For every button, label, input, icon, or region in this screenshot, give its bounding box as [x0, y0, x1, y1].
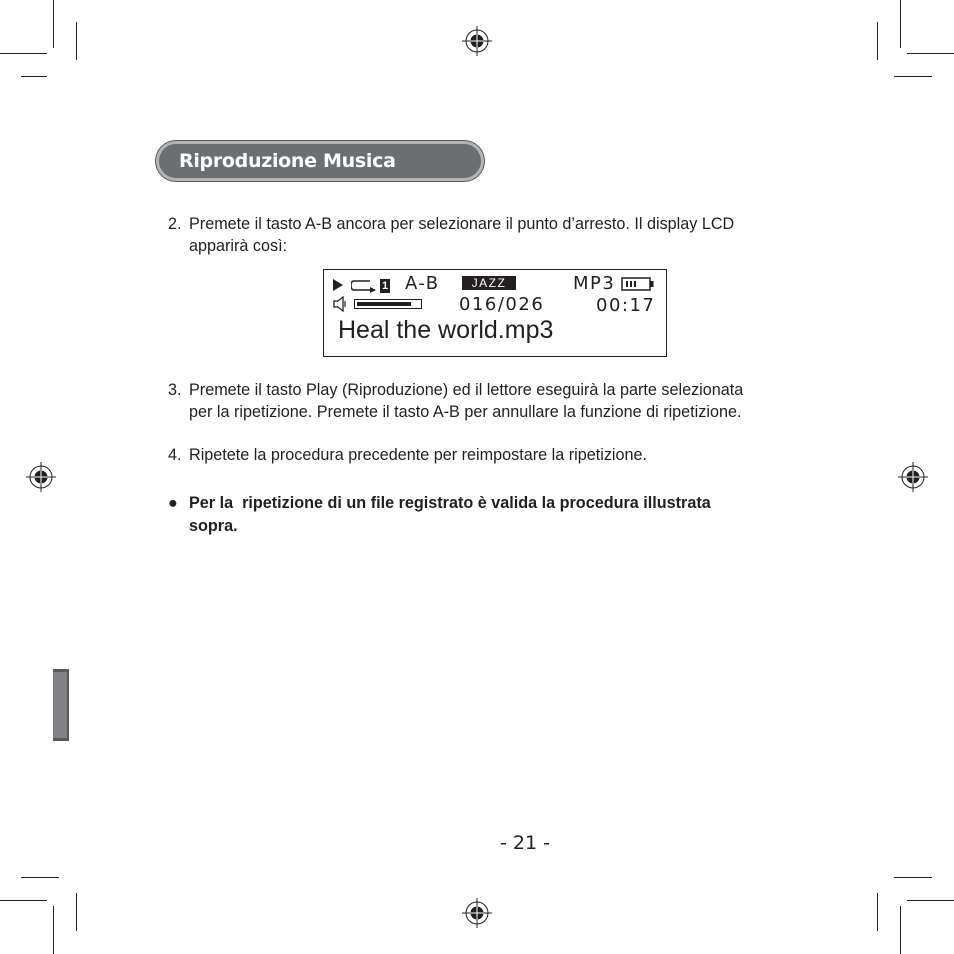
play-icon [333, 279, 343, 291]
registration-mark-icon [462, 898, 492, 928]
lcd-display [323, 269, 667, 357]
speaker-icon [333, 296, 349, 312]
track-counter: 016/026 [459, 294, 545, 315]
step-text-line: per la ripetizione. Premete il tasto A-B per annullare la funzione di ripetizione. [189, 403, 742, 421]
eq-mode-badge [462, 276, 516, 290]
registration-mark-icon [898, 462, 928, 492]
step-4 [168, 444, 768, 466]
repeat-one-icon [351, 279, 379, 293]
format-label: MP3 [573, 273, 616, 294]
step-3 [168, 379, 818, 423]
elapsed-time: 00:17 [596, 295, 656, 316]
step-number: 2. [168, 215, 182, 233]
note-line: sopra. [189, 517, 238, 535]
note-line: Per la ripetizione di un file registrato è valida la procedura illustrata [189, 494, 711, 512]
step-number: 4. [168, 446, 182, 464]
section-header [156, 141, 484, 181]
step-number: 3. [168, 381, 182, 399]
volume-bar [354, 299, 422, 309]
step-text-line: Premete il tasto Play (Riproduzione) ed il lettore eseguirà la parte selezionata [189, 381, 744, 399]
page-number: - 21 - [500, 832, 550, 854]
song-title: Heal the world.mp3 [338, 316, 554, 344]
step-2 [168, 213, 808, 257]
side-thumb-tab [53, 669, 69, 741]
registration-mark-icon [462, 26, 492, 56]
registration-mark-icon [26, 462, 56, 492]
step-text-line: Ripetete la procedura precedente per reimpostare la ripetizione. [189, 446, 648, 464]
eq-mode: JAZZ [471, 276, 507, 290]
section-title: Riproduzione Musica [179, 150, 396, 172]
volume-level [357, 302, 411, 306]
step-text-line: Premete il tasto A-B ancora per selezionare il punto d’arresto. Il display LCD [189, 215, 735, 233]
bullet-icon: ● [168, 494, 178, 512]
step-text-line: apparirà così: [189, 237, 288, 255]
repeat-count: 1 [381, 280, 389, 292]
repeat-count-badge [380, 279, 390, 293]
battery-icon [621, 277, 655, 291]
ab-label: A-B [405, 273, 440, 294]
